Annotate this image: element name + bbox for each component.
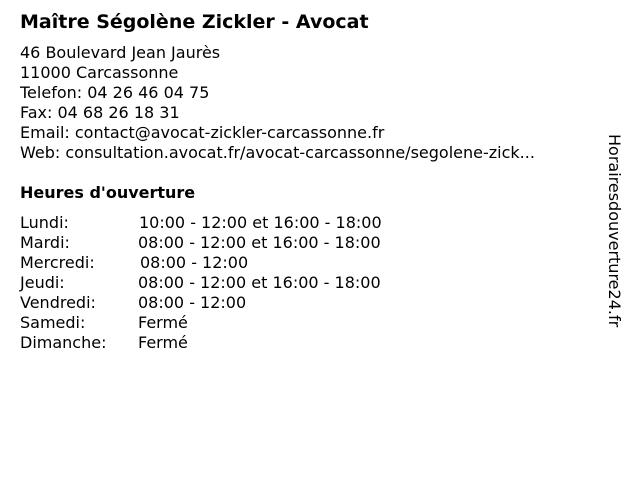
- phone-number: Telefon: 04 26 46 04 75: [20, 83, 210, 102]
- time-value: 10:00 - 12:00 et 16:00 - 18:00: [139, 213, 382, 232]
- day-label: Samedi:: [20, 313, 86, 332]
- fax-number: Fax: 04 68 26 18 31: [20, 103, 180, 122]
- time-value: Fermé: [138, 333, 188, 352]
- time-value: 08:00 - 12:00 et 16:00 - 18:00: [138, 273, 381, 292]
- time-value: Fermé: [138, 313, 188, 332]
- street-address: 46 Boulevard Jean Jaurès: [20, 43, 221, 62]
- day-label: Mercredi:: [20, 253, 95, 272]
- day-label: Jeudi:: [20, 273, 65, 292]
- city-postal: 11000 Carcassonne: [20, 63, 179, 82]
- day-label: Mardi:: [20, 233, 70, 252]
- business-name: Maître Ségolène Zickler - Avocat: [20, 11, 369, 33]
- day-label: Lundi:: [20, 213, 69, 232]
- site-watermark: Horairesdouverture24.fr: [605, 134, 624, 328]
- email-address: Email: contact@avocat-zickler-carcassonne.fr: [20, 123, 385, 142]
- contact-block: [20, 43, 535, 163]
- time-value: 08:00 - 12:00: [140, 253, 249, 272]
- hours-heading: Heures d'ouverture: [20, 183, 196, 202]
- time-value: 08:00 - 12:00 et 16:00 - 18:00: [138, 233, 381, 252]
- time-value: 08:00 - 12:00: [138, 293, 247, 312]
- day-label: Dimanche:: [20, 333, 107, 352]
- website-url: Web: consultation.avocat.fr/avocat-carcassonne/segolene-zick...: [20, 143, 535, 162]
- day-label: Vendredi:: [20, 293, 96, 312]
